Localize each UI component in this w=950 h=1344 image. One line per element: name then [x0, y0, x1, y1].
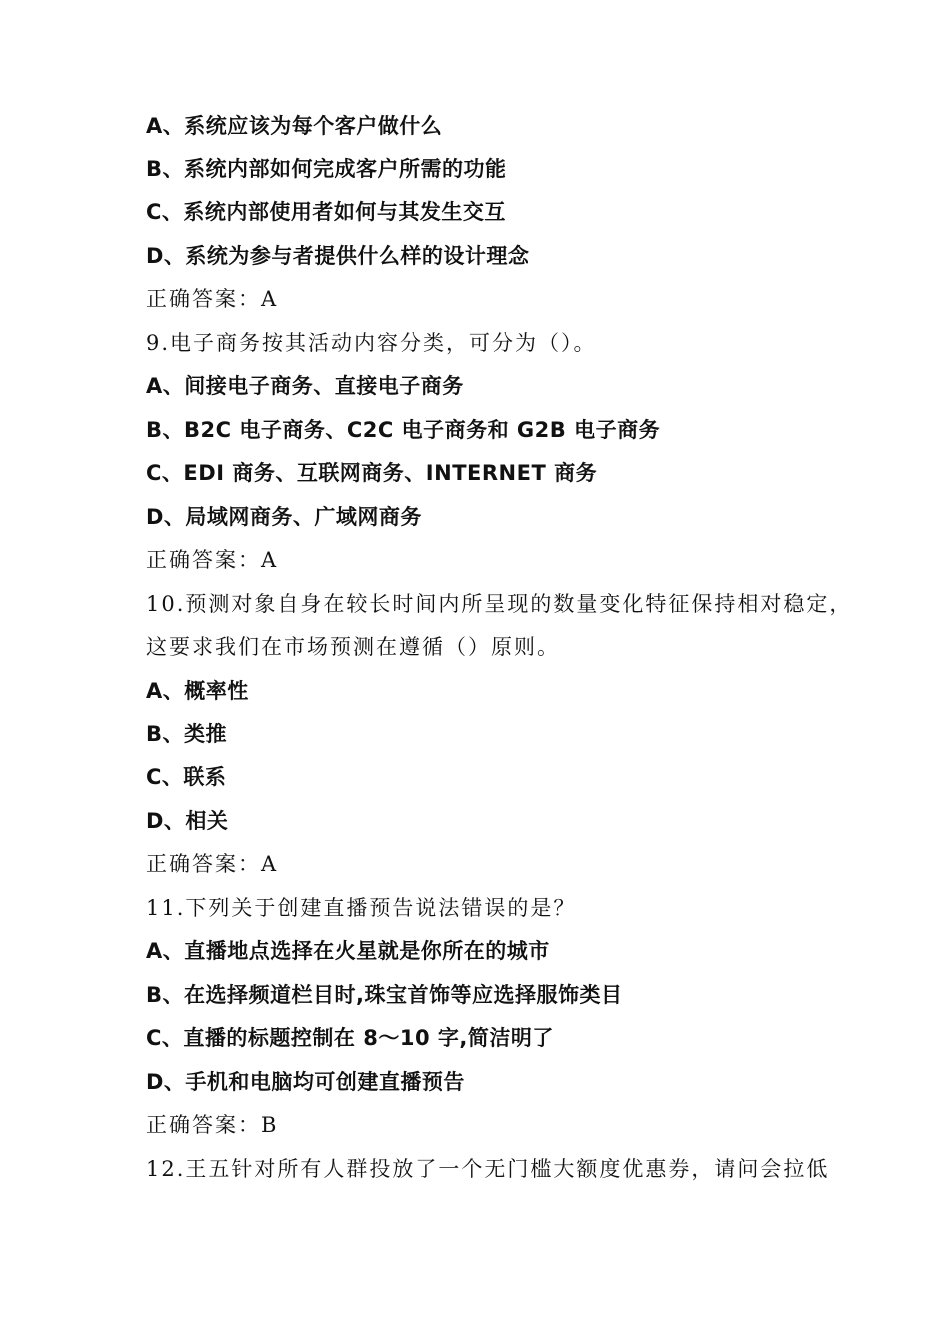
option-line: A、间接电子商务、直接电子商务 [146, 374, 464, 398]
option-line: A、系统应该为每个客户做什么 [146, 114, 443, 138]
question-line: 10.预测对象自身在较长时间内所呈现的数量变化特征保持相对稳定， [146, 592, 853, 616]
option-line: B、在选择频道栏目时,珠宝首饰等应选择服饰类目 [146, 983, 623, 1007]
option-line: B、系统内部如何完成客户所需的功能 [146, 157, 507, 181]
option-line: C、EDI 商务、互联网商务、INTERNET 商务 [146, 461, 598, 485]
option-line: C、联系 [146, 765, 227, 789]
question-line: 12.王五针对所有人群投放了一个无门槛大额度优惠券，请问会拉低 [146, 1157, 830, 1181]
question-line: 这要求我们在市场预测在遵循（）原则。 [146, 635, 560, 659]
option-line: D、系统为参与者提供什么样的设计理念 [146, 244, 530, 268]
answer-line: 正确答案：A [146, 287, 279, 311]
question-line: 11.下列关于创建直播预告说法错误的是？ [146, 896, 577, 920]
option-line: A、直播地点选择在火星就是你所在的城市 [146, 939, 550, 963]
answer-line: 正确答案：A [146, 548, 279, 572]
answer-line: 正确答案：A [146, 852, 279, 876]
option-line: D、局域网商务、广域网商务 [146, 505, 422, 529]
option-line: C、系统内部使用者如何与其发生交互 [146, 200, 506, 224]
option-line: D、相关 [146, 809, 229, 833]
answer-line: 正确答案：B [146, 1113, 279, 1137]
question-line: 9.电子商务按其活动内容分类，可分为（）。 [146, 331, 597, 355]
option-line: B、B2C 电子商务、C2C 电子商务和 G2B 电子商务 [146, 418, 661, 442]
option-line: C、直播的标题控制在 8～10 字,简洁明了 [146, 1026, 554, 1050]
option-line: D、手机和电脑均可创建直播预告 [146, 1070, 465, 1094]
option-line: B、类推 [146, 722, 228, 746]
option-line: A、概率性 [146, 679, 249, 703]
